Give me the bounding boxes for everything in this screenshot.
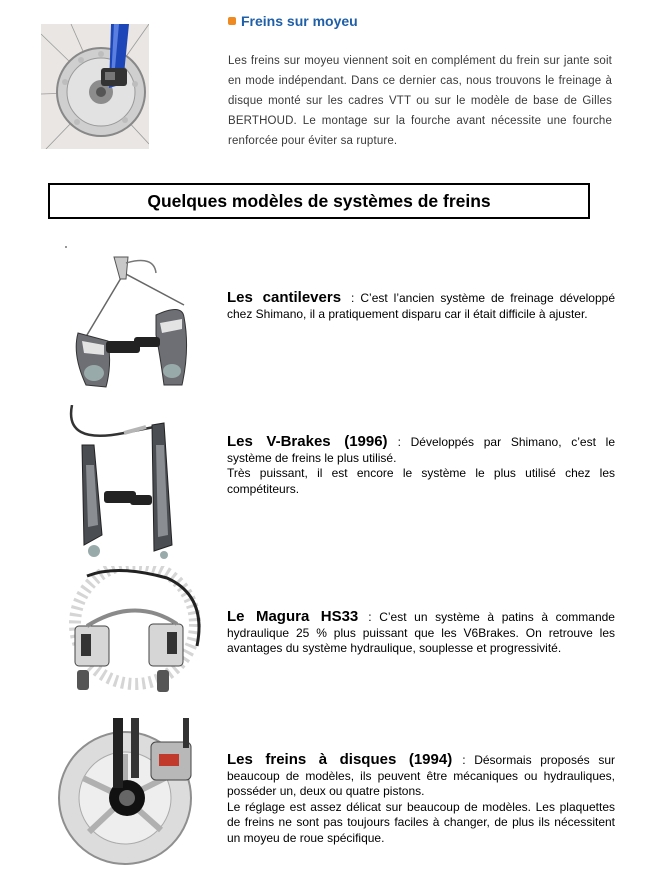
model-name: Les cantilevers xyxy=(227,289,342,306)
hub-section-title xyxy=(228,13,358,29)
model-line: Développés par Shimano, c’est le système de freins le plus utilisé. xyxy=(227,435,616,465)
orange-bullet-icon xyxy=(228,17,236,25)
model-line: C’est un système à patins à commande hydraulique 25 % plus puissant que les V6Brakes. On retrouve les avantages du système hydraulique, souplesse et progressivité. xyxy=(227,610,615,655)
model-magura-text: Le Magura HS33 : C’est un système à patins à commande hydraulique 25 % plus puissant que les V6Brakes. On retrouve les avantages du système hydraulique, souplesse et progressivité. xyxy=(227,608,615,655)
disc-brake-image xyxy=(55,718,205,866)
model-cantilevers-text: Les cantilevers : C’est l’ancien système de freinage développé chez Shimano, il a pratiquement disparu car il était difficile à ajuster. xyxy=(227,289,616,321)
model-name: Les V-Brakes (1996) xyxy=(227,433,388,450)
model-disc-text: Les freins à disques (1994) : Désormais proposés sur beaucoup de modèles, ils peuvent être mécaniques ou hydrauliques, posséder un, deux ou quatre pistons. Le réglage est assez délicat sur beaucoup de modèles. Les plaquettes de freins ne sont pas toujours faciles à changer, de plus ils nécessitent un moyeu de roue spécifique. xyxy=(227,751,615,845)
section-heading-box xyxy=(48,183,590,219)
hub-paragraph: Les freins sur moyeu viennent soit en complément du frein sur jante soit en mode indépendant. Dans ce dernier cas, nous trouvons le freinage à disque monté sur les cadres VTT ou sur le modèle de base de Gilles BERTHOUD. Le montage sur la fourche avant nécessite une fourche renforcée pour éviter sa rupture. xyxy=(228,55,612,147)
model-name: Le Magura HS33 xyxy=(227,608,359,625)
section-heading: Quelques modèles de systèmes de freins xyxy=(147,190,491,211)
magura-hs33-image xyxy=(57,566,207,701)
model-line: Le réglage est assez délicat sur beaucoup de modèles. Les plaquettes de freins ne sont pas toujours faciles à changer, de plus ils nécessitent un moyeu de roue spécifique. xyxy=(227,799,615,845)
cantilever-brake-image xyxy=(64,245,214,393)
model-vbrakes-text: Les V-Brakes (1996) : Développés par Shimano, c’est le système de freins le plus utilisé. Très puissant, il est encore le système le plus utilisé chez les compétiteurs. xyxy=(227,433,616,496)
model-line: Très puissant, il est encore le système le plus utilisé chez les compétiteurs. xyxy=(227,466,615,496)
model-line: C’est l’ancien système de freinage développé chez Shimano, il a pratiquement disparu car il était difficile à ajuster. xyxy=(227,291,616,321)
model-name: Les freins à disques (1994) xyxy=(227,751,453,768)
model-line: Désormais proposés sur beaucoup de modèles, ils peuvent être mécaniques ou hydrauliques, posséder un, deux ou quatre pistons. xyxy=(227,753,615,798)
v-brake-image xyxy=(64,405,214,560)
hub-disc-brake-photo xyxy=(41,24,149,149)
hub-title-text: Freins sur moyeu xyxy=(241,13,358,29)
